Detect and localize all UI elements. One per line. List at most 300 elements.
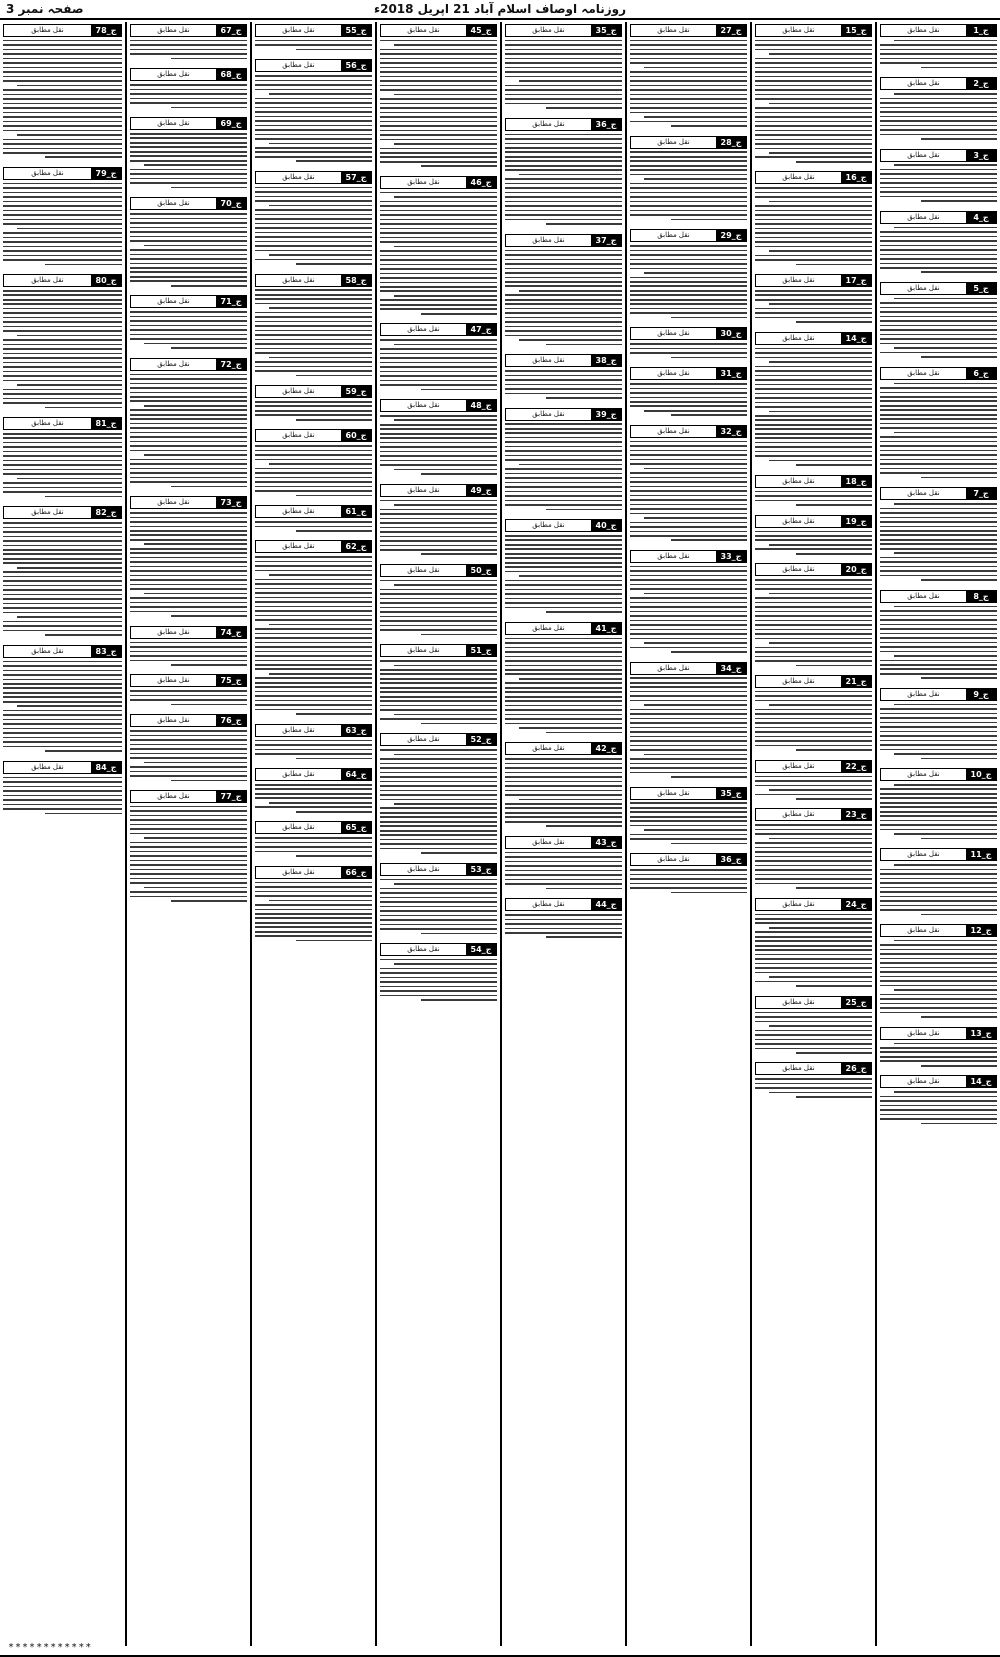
- text-line: [630, 700, 747, 702]
- text-line: [755, 918, 872, 920]
- text-line: [255, 227, 372, 229]
- text-line: [380, 214, 497, 216]
- column-1: [875, 22, 1000, 1646]
- text-line: [380, 375, 497, 377]
- text-line: [3, 44, 122, 46]
- text-line: [255, 597, 372, 599]
- text-line: [519, 727, 622, 729]
- text-line: [505, 393, 622, 395]
- text-line: [255, 352, 372, 354]
- text-line: [921, 1123, 997, 1125]
- notice-number: 46_ج: [466, 177, 496, 188]
- text-line: [255, 218, 372, 220]
- text-line: [3, 219, 122, 221]
- text-line: [171, 107, 247, 109]
- text-line: [505, 781, 622, 783]
- text-line: [130, 142, 247, 144]
- text-line: [3, 594, 122, 596]
- text-line: [505, 928, 622, 930]
- text-line: [255, 102, 372, 104]
- text-line: [255, 806, 372, 808]
- notice-label: نقل مطابق: [532, 235, 565, 244]
- text-line: [644, 410, 747, 412]
- text-line: [630, 691, 747, 693]
- notice-number: 18_ج: [841, 476, 871, 487]
- text-line: [505, 553, 622, 555]
- notice-header: [630, 367, 747, 380]
- column-4: [500, 22, 625, 1646]
- page-number: صفحہ نمبر 3: [6, 2, 84, 16]
- text-line: [380, 518, 497, 520]
- text-line: [519, 799, 622, 801]
- text-line: [755, 615, 872, 617]
- notice-body-text: [255, 40, 372, 51]
- notice-header: [505, 898, 622, 911]
- text-line: [255, 303, 372, 305]
- text-line: [380, 625, 497, 627]
- notice-label: نقل مطابق: [657, 551, 690, 560]
- text-line: [130, 267, 247, 269]
- column-6: [250, 22, 375, 1646]
- text-line: [380, 264, 497, 266]
- text-line: [505, 557, 622, 559]
- text-line: [880, 120, 997, 122]
- text-line: [255, 80, 372, 82]
- text-line: [880, 258, 997, 260]
- text-line: [769, 152, 872, 154]
- text-line: [505, 143, 622, 145]
- text-line: [171, 58, 247, 60]
- text-line: [880, 414, 997, 416]
- text-line: [630, 677, 747, 679]
- notice: [3, 272, 122, 411]
- text-line: [880, 976, 997, 978]
- text-line: [3, 362, 122, 364]
- text-line: [255, 664, 372, 666]
- notice-label: نقل مطابق: [657, 369, 690, 378]
- notice: [505, 896, 622, 941]
- text-line: [505, 379, 622, 381]
- notice-body-text: [755, 348, 872, 466]
- notice-body-text: [505, 638, 622, 734]
- text-line: [130, 93, 247, 95]
- text-line: [130, 561, 247, 563]
- text-line: [755, 433, 872, 435]
- text-line: [755, 139, 872, 141]
- notice-number: 65_ج: [341, 822, 371, 833]
- notice: [505, 517, 622, 616]
- text-line: [130, 851, 247, 853]
- text-line: [880, 887, 997, 889]
- text-line: [255, 556, 372, 558]
- text-line: [755, 851, 872, 853]
- notice-body-text: [255, 521, 372, 532]
- notice: [3, 415, 122, 500]
- text-line: [519, 339, 622, 341]
- notice: [3, 643, 122, 755]
- text-line: [505, 914, 622, 916]
- text-line: [505, 151, 622, 153]
- text-line: [505, 772, 622, 774]
- notice: [255, 766, 372, 815]
- text-line: [755, 393, 872, 395]
- text-line: [3, 94, 122, 96]
- text-line: [755, 656, 872, 658]
- text-line: [505, 459, 622, 461]
- text-line: [755, 1030, 872, 1032]
- text-line: [630, 210, 747, 212]
- text-line: [755, 1048, 872, 1050]
- notice-number: 79_ج: [91, 168, 121, 179]
- text-line: [255, 749, 372, 751]
- text-line: [880, 343, 997, 345]
- text-line: [505, 277, 622, 279]
- text-line: [630, 299, 747, 301]
- notice-header: [630, 550, 747, 563]
- text-line: [505, 571, 622, 573]
- text-line: [380, 995, 497, 997]
- notice-label: نقل مطابق: [31, 168, 64, 177]
- text-line: [255, 837, 372, 839]
- notice-header: [880, 282, 997, 295]
- notice: [130, 115, 247, 191]
- text-line: [796, 749, 872, 751]
- notice: [380, 861, 497, 937]
- notice-label: نقل مطابق: [282, 507, 315, 516]
- notice-body-text: [130, 133, 247, 188]
- text-line: [380, 273, 497, 275]
- column-8: [0, 22, 125, 1646]
- text-line: [546, 509, 622, 511]
- text-line: [3, 692, 122, 694]
- text-line: [144, 245, 247, 247]
- text-line: [255, 846, 372, 848]
- notice-body-text: [755, 187, 872, 265]
- text-line: [130, 557, 247, 559]
- text-line: [880, 311, 997, 313]
- text-line: [3, 714, 122, 716]
- text-line: [3, 527, 122, 529]
- notice: [880, 1025, 997, 1070]
- notice-label: نقل مطابق: [907, 770, 940, 779]
- text-line: [630, 263, 747, 265]
- text-line: [505, 691, 622, 693]
- text-line: [671, 317, 747, 319]
- text-line: [3, 183, 122, 185]
- text-line: [505, 468, 622, 470]
- notice-header: [880, 24, 997, 37]
- text-line: [255, 120, 372, 122]
- notice-number: 27_ج: [716, 25, 746, 36]
- text-line: [630, 343, 747, 345]
- text-line: [755, 237, 872, 239]
- text-line: [380, 89, 497, 91]
- text-line: [130, 463, 247, 465]
- text-line: [421, 933, 497, 935]
- text-line: [505, 870, 622, 872]
- text-line: [255, 913, 372, 915]
- text-line: [755, 972, 872, 974]
- column-2: [750, 22, 875, 1646]
- text-line: [171, 664, 247, 666]
- text-line: [880, 873, 997, 875]
- text-line: [255, 151, 372, 153]
- text-line: [755, 691, 872, 693]
- text-line: [3, 799, 122, 801]
- text-line: [3, 455, 122, 457]
- text-line: [630, 44, 747, 46]
- text-line: [755, 495, 872, 497]
- text-line: [755, 647, 872, 649]
- notice-body-text: [880, 383, 997, 479]
- notice-number: 5_ج: [966, 283, 996, 294]
- text-line: [630, 633, 747, 635]
- text-line: [630, 80, 747, 82]
- text-line: [255, 348, 372, 350]
- text-line: [880, 744, 997, 746]
- text-line: [880, 731, 997, 733]
- text-line: [269, 802, 372, 804]
- notice-body-text: [880, 1091, 997, 1124]
- notice: [255, 272, 372, 380]
- text-line: [3, 67, 122, 69]
- text-line: [671, 414, 747, 416]
- text-line: [380, 763, 497, 765]
- text-line: [3, 250, 122, 252]
- notice-header: [380, 399, 497, 412]
- notice-number: 7_ج: [966, 488, 996, 499]
- newspaper-title: روزنامہ اوصاف اسلام آباد 21 اپریل 2018ء: [373, 2, 627, 16]
- notice-number: 14_ج: [966, 1076, 996, 1087]
- text-line: [894, 298, 997, 300]
- text-line: [505, 335, 622, 337]
- notice-label: نقل مطابق: [532, 837, 565, 846]
- notice-body-text: [130, 730, 247, 781]
- text-line: [505, 317, 622, 319]
- text-line: [630, 151, 747, 153]
- text-line: [880, 668, 997, 670]
- text-line: [380, 228, 497, 230]
- text-line: [755, 156, 872, 158]
- notice-label: نقل مطابق: [282, 542, 315, 551]
- column-7: [125, 22, 250, 1646]
- notice-number: 66_ج: [341, 867, 371, 878]
- notice-label: نقل مطابق: [407, 177, 440, 186]
- text-line: [505, 455, 622, 457]
- text-line: [380, 718, 497, 720]
- text-line: [880, 111, 997, 113]
- text-line: [130, 383, 247, 385]
- notice-number: 53_ج: [466, 864, 496, 875]
- notice-body-text: [3, 661, 122, 752]
- text-line: [894, 1043, 997, 1045]
- text-line: [630, 620, 747, 622]
- text-line: [130, 695, 247, 697]
- text-line: [880, 463, 997, 465]
- notice-label: نقل مطابق: [157, 716, 190, 725]
- text-line: [130, 539, 247, 541]
- text-line: [3, 139, 122, 141]
- notice: [755, 272, 872, 326]
- text-line: [380, 223, 497, 225]
- text-line: [255, 565, 372, 567]
- text-line: [880, 726, 997, 728]
- text-line: [755, 130, 872, 132]
- notice: [380, 941, 497, 1004]
- text-line: [3, 237, 122, 239]
- text-line: [380, 816, 497, 818]
- notice-number: 17_ج: [841, 275, 871, 286]
- text-line: [3, 393, 122, 395]
- notice-label: نقل مطابق: [157, 199, 190, 208]
- notice-label: نقل مطابق: [157, 119, 190, 128]
- notice-header: [630, 229, 747, 242]
- text-line: [255, 468, 372, 470]
- notice: [130, 672, 247, 708]
- text-line: [3, 380, 122, 382]
- text-line: [755, 695, 872, 697]
- text-line: [45, 264, 122, 266]
- notice-body-text: [880, 164, 997, 201]
- text-line: [3, 674, 122, 676]
- text-line: [255, 642, 372, 644]
- text-line: [144, 454, 247, 456]
- text-line: [880, 196, 997, 198]
- text-line: [880, 815, 997, 817]
- text-line: [880, 998, 997, 1000]
- text-line: [894, 383, 997, 385]
- text-line: [380, 607, 497, 609]
- text-line: [630, 749, 747, 751]
- text-line: [3, 402, 122, 404]
- notice-number: 30_ج: [716, 328, 746, 339]
- text-line: [130, 49, 247, 51]
- text-line: [880, 909, 997, 911]
- notice: [755, 758, 872, 803]
- notice-number: 43_ج: [591, 837, 621, 848]
- text-line: [380, 286, 497, 288]
- notice-body-text: [630, 869, 747, 893]
- text-line: [880, 445, 997, 447]
- text-line: [796, 985, 872, 987]
- text-line: [755, 98, 872, 100]
- text-line: [630, 718, 747, 720]
- text-line: [255, 526, 372, 528]
- text-line: [630, 606, 747, 608]
- text-line: [894, 989, 997, 991]
- text-line: [130, 311, 247, 313]
- text-line: [255, 637, 372, 639]
- notice-header: [630, 425, 747, 438]
- text-line: [880, 307, 997, 309]
- text-line: [630, 53, 747, 55]
- notice: [130, 66, 247, 111]
- text-line: [130, 642, 247, 644]
- text-line: [755, 379, 872, 381]
- text-line: [880, 450, 997, 452]
- text-line: [3, 148, 122, 150]
- text-line: [769, 1025, 872, 1027]
- text-line: [130, 414, 247, 416]
- text-line: [921, 579, 997, 581]
- text-line: [630, 454, 747, 456]
- text-line: [796, 1096, 872, 1098]
- notice: [505, 406, 622, 514]
- notice-body-text: [3, 40, 122, 158]
- text-line: [3, 746, 122, 748]
- text-line: [380, 424, 497, 426]
- notice-label: نقل مطابق: [907, 150, 940, 159]
- notice-label: نقل مطابق: [907, 79, 940, 88]
- notice-number: 83_ج: [91, 646, 121, 657]
- text-line: [505, 285, 622, 287]
- text-line: [921, 914, 997, 916]
- text-line: [255, 521, 372, 523]
- text-line: [3, 71, 122, 73]
- notice-header: [130, 24, 247, 37]
- text-line: [755, 44, 872, 46]
- notice-body-text: [3, 777, 122, 814]
- notice-label: نقل مطابق: [407, 735, 440, 744]
- text-line: [505, 758, 622, 760]
- text-line: [130, 481, 247, 483]
- notice: [505, 620, 622, 737]
- text-line: [130, 766, 247, 768]
- text-line: [255, 107, 372, 109]
- notice-body-text: [130, 806, 247, 902]
- text-line: [755, 223, 872, 225]
- notice-body-text: [380, 415, 497, 475]
- notice-label: نقل مطابق: [31, 26, 64, 34]
- text-line: [17, 567, 122, 569]
- text-line: [505, 254, 622, 256]
- text-line: [505, 53, 622, 55]
- text-line: [755, 878, 872, 880]
- notice: [880, 485, 997, 584]
- text-line: [880, 254, 997, 256]
- text-line: [630, 312, 747, 314]
- text-line: [644, 67, 747, 69]
- text-line: [144, 405, 247, 407]
- notice-number: 48_ج: [466, 400, 496, 411]
- text-line: [671, 125, 747, 127]
- text-line: [130, 828, 247, 830]
- text-line: [380, 812, 497, 814]
- text-line: [546, 107, 622, 109]
- text-line: [505, 647, 622, 649]
- text-line: [3, 460, 122, 462]
- text-line: [630, 588, 747, 590]
- text-line: [880, 615, 997, 617]
- text-line: [880, 962, 997, 964]
- text-line: [505, 89, 622, 91]
- text-line: [255, 414, 372, 416]
- text-line: [880, 534, 997, 536]
- text-line: [255, 895, 372, 897]
- text-line: [505, 473, 622, 475]
- text-line: [380, 758, 497, 760]
- text-line: [880, 58, 997, 60]
- text-line: [755, 597, 872, 599]
- text-line: [380, 986, 497, 988]
- notice-label: نقل مطابق: [657, 788, 690, 797]
- notice-body-text: [505, 423, 622, 510]
- text-line: [255, 931, 372, 933]
- text-line: [769, 838, 872, 840]
- text-line: [3, 152, 122, 154]
- notice: [880, 147, 997, 205]
- text-line: [880, 660, 997, 662]
